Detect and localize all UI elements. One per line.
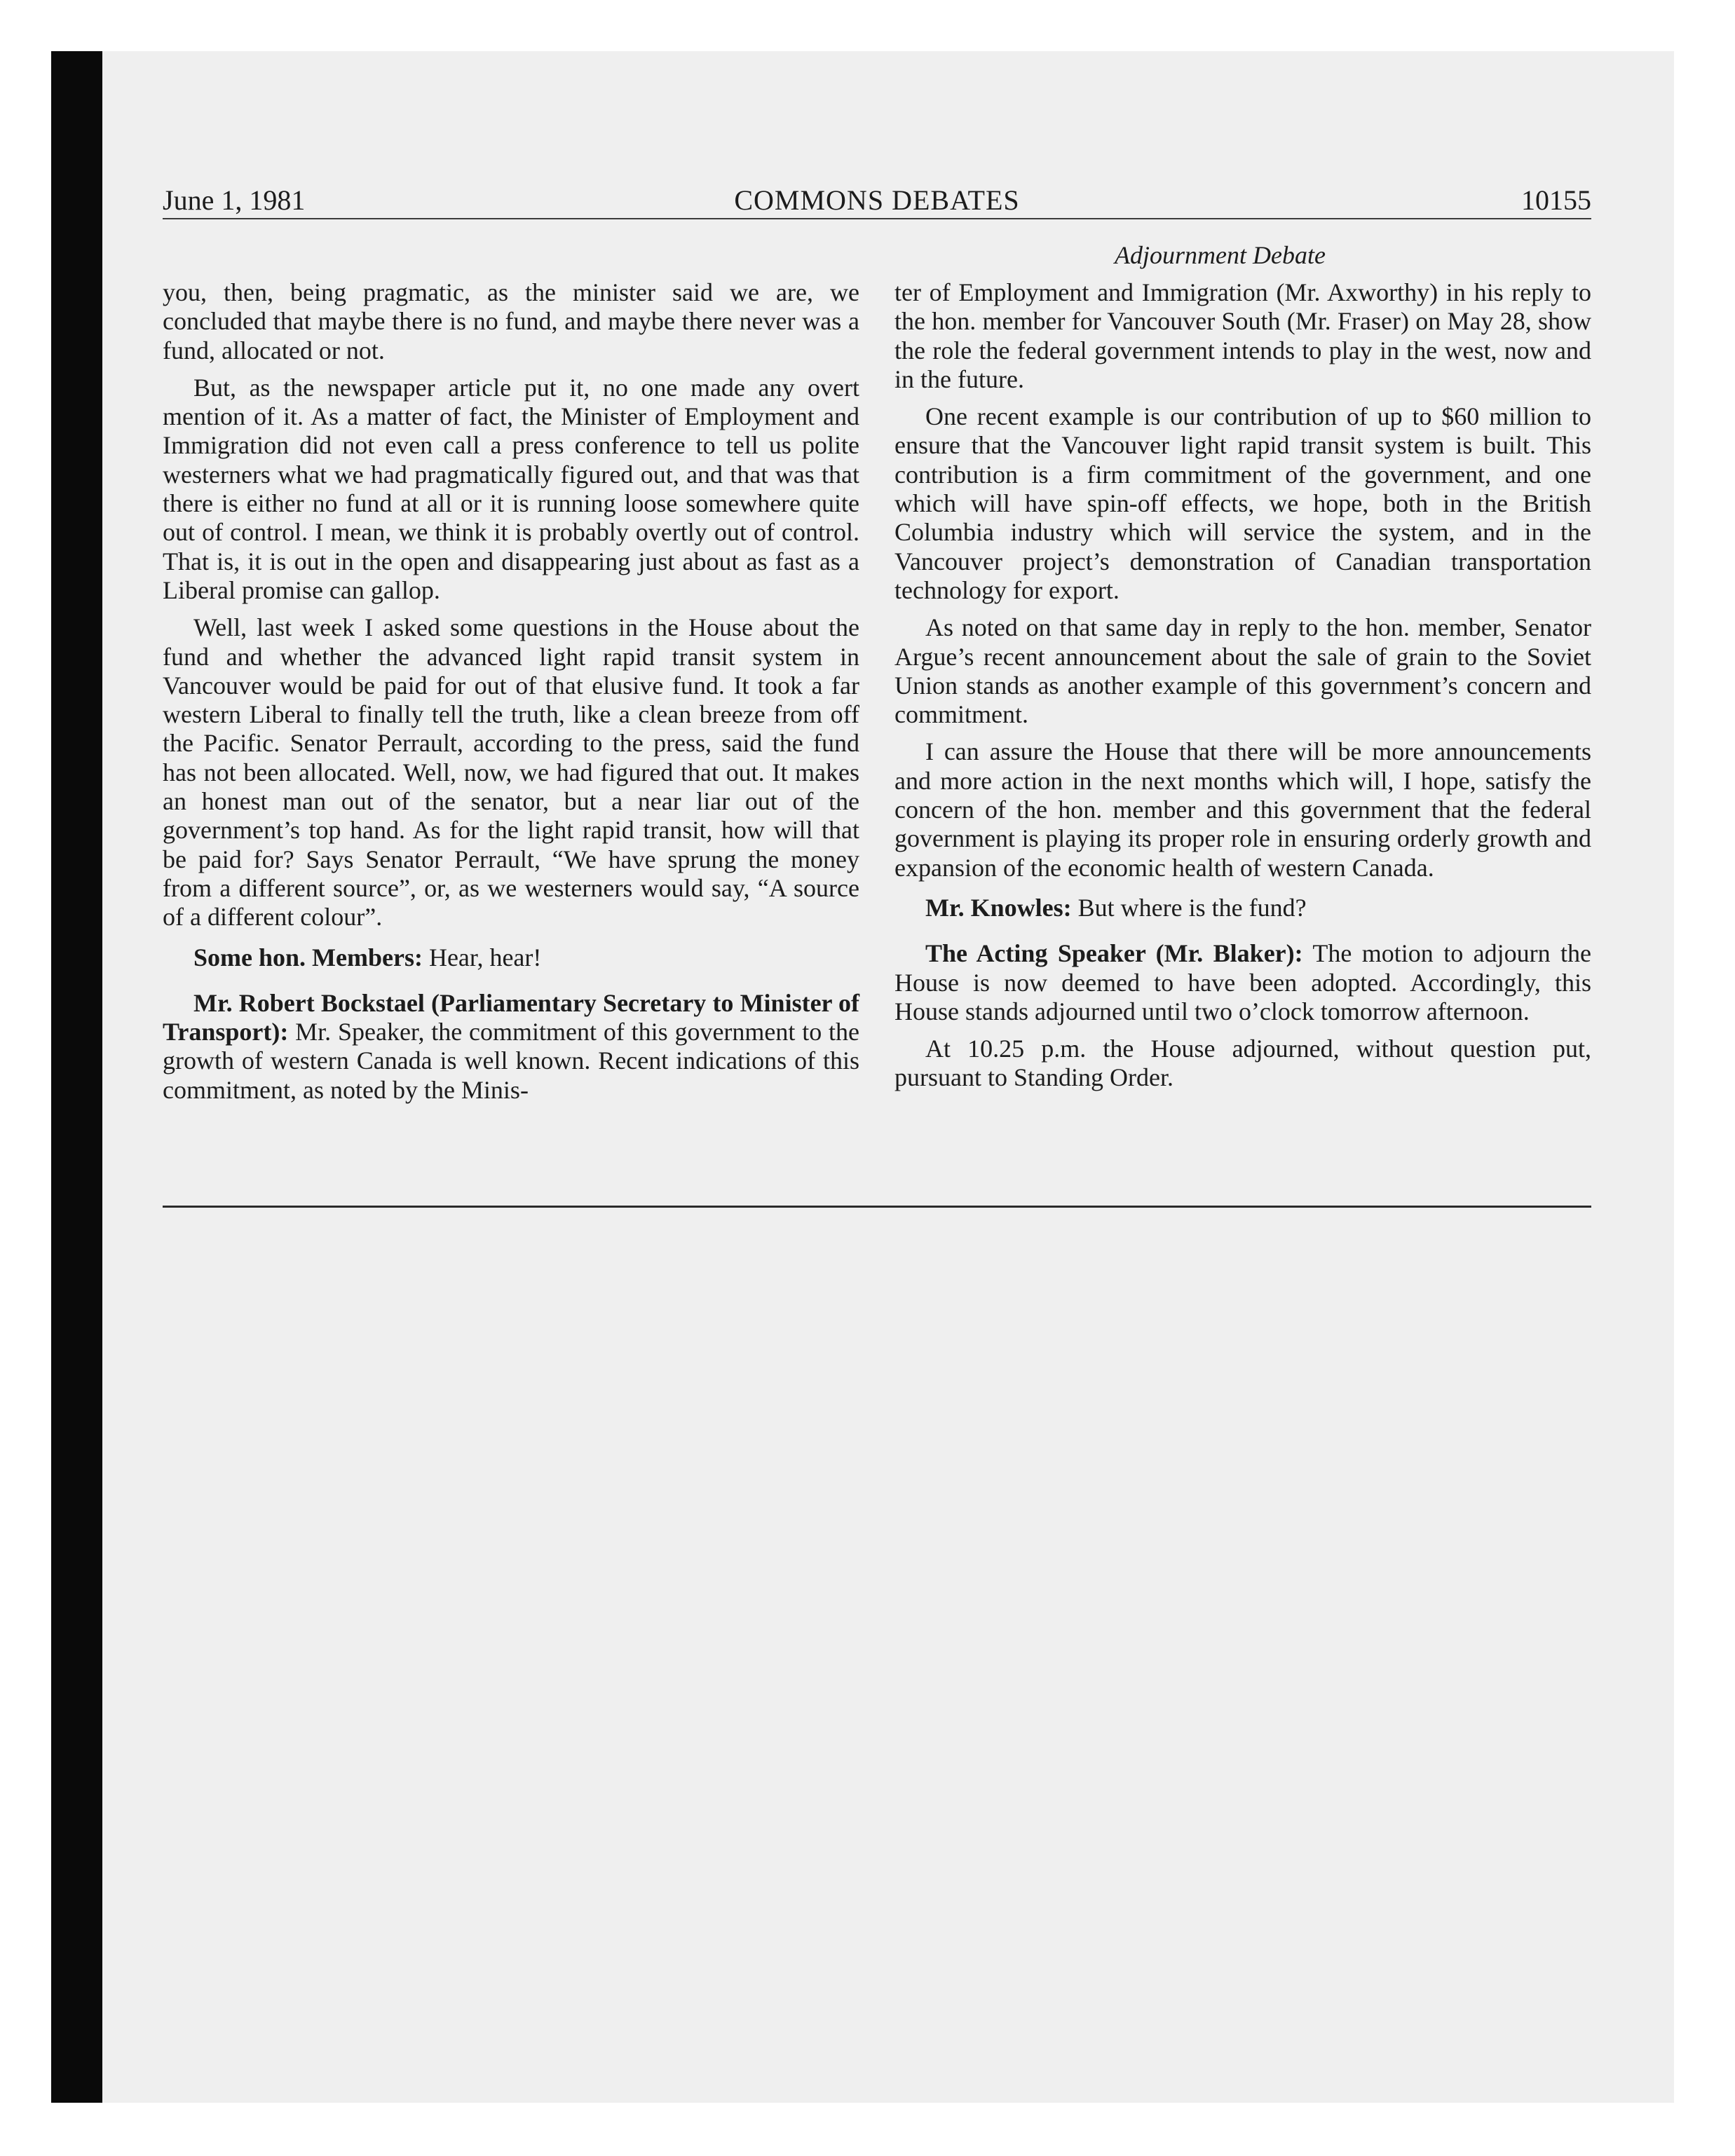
end-rule [163, 1206, 1591, 1208]
speaker-name: Mr. Robert Bockstael (Parliamentary Secretary to Minister of Transport): [163, 988, 859, 1046]
speech-paragraph [894, 894, 1591, 922]
paragraph: But, as the newspaper article put it, no one made any overt mention of it. As a matter of fact, the Minister of Employment and Immigration did not even call a press conference to tell us polite westerners what we had pragmatically figured out, and that was that there is either no fund at all or it is running loose somewhere quite out of control. I mean, we think it is probably overtly out of control. That is, it is out in the open and disappearing just about as fast as a Liberal promise can gallop. [163, 373, 859, 604]
header-page-number: 10155 [1521, 184, 1591, 216]
header-rule [163, 218, 1591, 219]
paragraph: One recent example is our contribution of up to $60 million to ensure that the Vancouver light rapid transit system is built. This contribution is a firm commitment of the government, and one which will have spin-off effects, we hope, both in the British Columbia industry which will service the system, and in the Vancouver project’s demonstration of Canadian transportation technology for export. [894, 402, 1591, 604]
header-journal-title: COMMONS DEBATES [734, 184, 1020, 216]
speaker-name: Mr. Knowles: [925, 893, 1072, 922]
header-date: June 1, 1981 [163, 184, 306, 216]
speech-text: The motion to adjourn the House is now deemed to have been adopted. Accordingly, this House stands adjourned until two o’clock tomorrow afternoon. [894, 939, 1591, 1025]
paragraph: Well, last week I asked some questions in the House about the fund and whether the advanced light rapid transit system in Vancouver would be paid for out of that elusive fund. It took a far western Liberal to finally tell the truth, like a clean breeze from off the Pacific. Senator Perrault, according to the press, said the fund has not been allocated. Well, now, we had figured that out. It makes an honest man out of the senator, but a near liar out of the government’s top hand. As for the light rapid transit, how will that be paid for? Says Senator Perrault, “We have sprung the money from a different source”, or, as we westerners would say, “A source of a different colour”. [163, 613, 859, 932]
paragraph: As noted on that same day in reply to the hon. member, Senator Argue’s recent announcement about the sale of grain to the Soviet Union stands as another example of this government’s concern and commitment. [894, 613, 1591, 729]
paragraph: At 10.25 p.m. the House adjourned, without question put, pursuant to Standing Order. [894, 1035, 1591, 1092]
paragraph: you, then, being pragmatic, as the minister said we are, we concluded that maybe there is no fund, and maybe there never was a fund, allocated or not. [163, 278, 859, 364]
speech-text: Mr. Speaker, the commitment of this government to the growth of western Canada is well known. Recent indications of this commitment, as noted by the Minis- [163, 1018, 859, 1104]
binding-edge-shadow [51, 51, 102, 2103]
paragraph: ter of Employment and Immigration (Mr. Axworthy) in his reply to the hon. member for Vancouver South (Mr. Fraser) on May 28, show the role the federal government intends to play in the west, now and in the future. [894, 278, 1591, 393]
speech-text: But where is the fund? [1077, 893, 1307, 922]
speech-paragraph [894, 939, 1591, 1026]
speech-paragraph [163, 943, 859, 972]
speaker-name: Some hon. Members: [193, 943, 423, 971]
speaker-name: The Acting Speaker (Mr. Blaker): [925, 939, 1303, 968]
section-heading: Adjournment Debate [1115, 241, 1326, 269]
right-column [894, 278, 1591, 1101]
speech-text: Hear, hear! [428, 943, 542, 971]
speech-paragraph [163, 989, 859, 1105]
left-column [163, 278, 859, 1113]
paragraph: I can assure the House that there will be more announcements and more action in the next months which will, I hope, satisfy the concern of the hon. member and this government that the federal government is playing its proper role in ensuring orderly growth and expansion of the economic health of western Canada. [894, 737, 1591, 882]
